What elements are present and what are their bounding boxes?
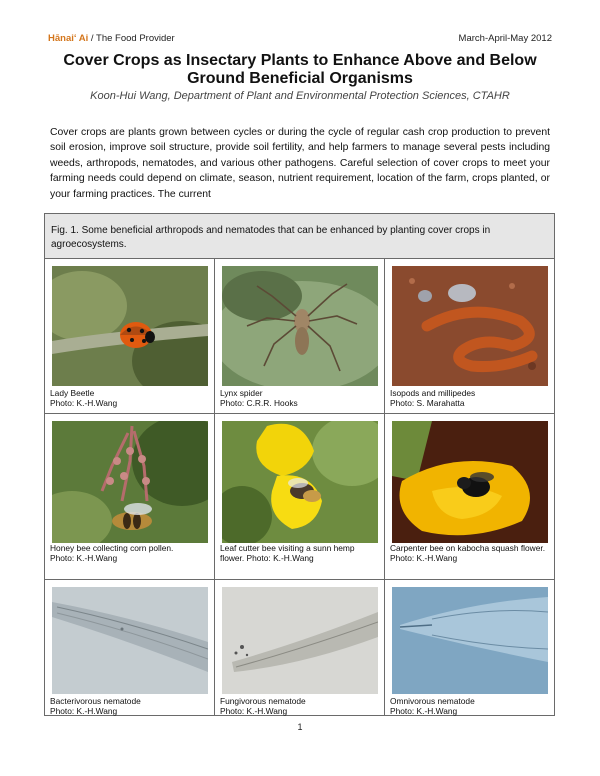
photo-credit: Photo: K.-H.Wang	[50, 398, 118, 408]
figure-cell-subject: Lynx spider	[220, 388, 263, 398]
figure-cell-carpenter-bee	[385, 414, 554, 580]
figure-cell-subject: Isopods and millipedes	[390, 388, 476, 398]
figure-cell-subject: Omnivorous nematode	[390, 696, 475, 706]
figure-cell-lady-beetle	[45, 259, 215, 414]
figure-cell-subject: Leaf cutter bee visiting a sunn hemp flower. Photo: K.-H.Wang	[220, 543, 355, 563]
isopods-millipedes-photo	[392, 266, 548, 386]
figure-cell-label	[220, 388, 380, 408]
issue-date: March-April-May 2012	[458, 33, 552, 44]
figure-cell-subject: Fungivorous nematode	[220, 696, 306, 706]
figure-cell-isopods-millipedes	[385, 259, 554, 414]
figure-cell-subject: Lady Beetle	[50, 388, 95, 398]
photo-credit: Photo: S. Marahatta	[390, 398, 465, 408]
figure-cell-label	[50, 388, 210, 408]
figure-cell-label	[390, 543, 550, 563]
figure-cell-subject: Bacterivorous nematode	[50, 696, 141, 706]
lynx-spider-photo	[222, 266, 378, 386]
brand-name: Hānaiʻ Ai	[48, 33, 89, 44]
photo-grid	[45, 259, 554, 715]
figure-cell-leaf-cutter-bee	[215, 414, 385, 580]
figure-cell-lynx-spider	[215, 259, 385, 414]
article-title	[40, 52, 560, 88]
figure-cell-label	[390, 696, 550, 716]
figure-cell-label	[220, 543, 380, 563]
figure-cell-label	[220, 696, 380, 716]
intro-paragraph: Cover crops are plants grown between cycles or during the cycle of regular cash crop production to prevent soil erosion, improve soil structure, provide soil fertility, and help farmers to manage several pests including weeds, arthropods, nematodes, and various other pathogens. Careful selection of cover crops to meet your farming needs could depend on climate, season, nutrient requirement, location of the farm, crops planted, or your farming practices. The current	[50, 127, 550, 200]
title-line-1: Cover Crops as Insectary Plants to Enhance Above and Below	[63, 52, 537, 69]
figure-cell-label	[50, 543, 210, 563]
title-line-2: Ground Beneficial Organisms	[187, 70, 413, 87]
publication-name	[48, 33, 175, 44]
photo-credit: Photo: K.-H.Wang	[390, 706, 458, 716]
photo-credit: Photo: K.-H.Wang	[50, 706, 118, 716]
figure-1	[44, 213, 555, 716]
omnivorous-nematode-photo	[392, 587, 548, 694]
figure-cell-bacterivorous-nematode	[45, 580, 215, 715]
figure-caption: Fig. 1. Some beneficial arthropods and nematodes that can be enhanced by planting cover crops in agroecosystems.	[45, 214, 554, 259]
honey-bee-photo	[52, 421, 208, 543]
figure-cell-fungivorous-nematode	[215, 580, 385, 715]
bacterivorous-nematode-photo	[52, 587, 208, 694]
figure-cell-omnivorous-nematode	[385, 580, 554, 715]
photo-credit: Photo: K.-H.Wang	[220, 706, 288, 716]
figure-cell-label	[50, 696, 210, 716]
figure-cell-honey-bee	[45, 414, 215, 580]
leaf-cutter-bee-photo	[222, 421, 378, 543]
lady-beetle-photo	[52, 266, 208, 386]
photo-credit: Photo: C.R.R. Hooks	[220, 398, 298, 408]
fungivorous-nematode-photo	[222, 587, 378, 694]
publication-subtitle: / The Food Provider	[88, 33, 175, 44]
figure-cell-label	[390, 388, 550, 408]
author-line: Koon-Hui Wang, Department of Plant and Environmental Protection Sciences, CTAHR	[90, 90, 510, 102]
carpenter-bee-photo	[392, 421, 548, 543]
figure-cell-subject: Carpenter bee on kabocha squash flower. Photo: K.-H.Wang	[390, 543, 546, 563]
photo-credit: Photo: K.-H.Wang	[50, 553, 118, 563]
page-number: 1	[297, 722, 303, 732]
running-header	[48, 33, 552, 47]
figure-cell-subject: Honey bee collecting corn pollen.	[50, 543, 174, 553]
